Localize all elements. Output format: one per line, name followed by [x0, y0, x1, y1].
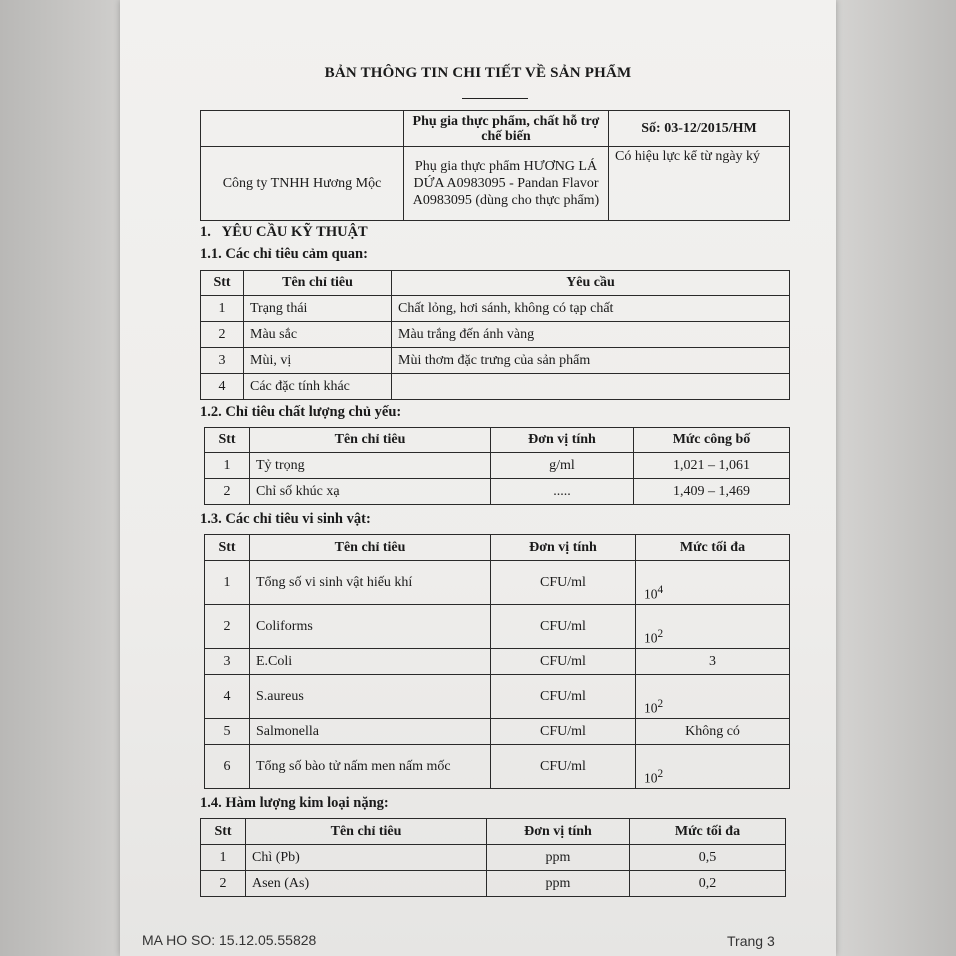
micro-max-exponent: 2	[657, 627, 664, 640]
header-validity: Có hiệu lực kể từ ngày ký	[609, 147, 790, 221]
quality-unit: g/ml	[491, 453, 634, 479]
table-row	[205, 719, 790, 745]
micro-stt: 1	[205, 561, 250, 605]
quality-name: Chỉ số khúc xạ	[250, 479, 491, 505]
micro-max-exponent: 4	[657, 583, 664, 596]
section-1-3-heading: 1.3. Các chỉ tiêu vi sinh vật:	[200, 511, 371, 527]
sensory-stt: 1	[201, 296, 244, 322]
micro-max-base: 10	[644, 586, 658, 601]
section-1-number: 1.	[200, 224, 211, 240]
micro-unit: CFU/ml	[491, 605, 636, 649]
micro-max-value	[644, 768, 663, 787]
quality-header-name: Tên chỉ tiêu	[250, 428, 491, 453]
micro-max-base: 10	[644, 770, 658, 785]
micro-max	[636, 745, 790, 789]
table-row	[201, 374, 790, 400]
micro-name: E.Coli	[250, 649, 491, 675]
header-company: Công ty TNHH Hương Mộc	[201, 147, 404, 221]
table-row	[205, 479, 790, 505]
sensory-name: Trạng thái	[244, 296, 392, 322]
table-row	[201, 296, 790, 322]
metals-unit: ppm	[487, 871, 630, 897]
metals-header-stt: Stt	[201, 819, 246, 845]
quality-header-unit: Đơn vị tính	[491, 428, 634, 453]
micro-name: S.aureus	[250, 675, 491, 719]
sensory-stt: 2	[201, 322, 244, 348]
sensory-stt: 3	[201, 348, 244, 374]
micro-max-base: 10	[644, 700, 658, 715]
header-empty-cell	[201, 111, 404, 147]
quality-stt: 2	[205, 479, 250, 505]
sensory-stt: 4	[201, 374, 244, 400]
background-left	[0, 0, 120, 956]
header-table	[200, 110, 790, 221]
table-row	[201, 871, 786, 897]
micro-header-unit: Đơn vị tính	[491, 535, 636, 561]
header-product: Phụ gia thực phẩm HƯƠNG LÁ DỨA A0983095 - Pandan Flavor A0983095 (dùng cho thực phẩm)	[404, 147, 609, 221]
micro-stt: 2	[205, 605, 250, 649]
metals-max: 0,5	[630, 845, 786, 871]
title-underline	[462, 98, 528, 99]
microbiology-table	[204, 534, 790, 789]
micro-name: Tổng số bào tử nấm men nấm mốc	[250, 745, 491, 789]
quality-header-value: Mức công bố	[634, 428, 790, 453]
table-row	[205, 675, 790, 719]
quality-stt: 1	[205, 453, 250, 479]
metals-stt: 2	[201, 871, 246, 897]
table-row	[201, 845, 786, 871]
quality-value: 1,409 – 1,469	[634, 479, 790, 505]
micro-max: Không có	[636, 719, 790, 745]
micro-max	[636, 561, 790, 605]
metals-unit: ppm	[487, 845, 630, 871]
micro-max-base: 10	[644, 630, 658, 645]
metals-name: Chì (Pb)	[246, 845, 487, 871]
micro-unit: CFU/ml	[491, 745, 636, 789]
micro-max	[636, 605, 790, 649]
sensory-header-stt: Stt	[201, 271, 244, 296]
sensory-requirement: Chất lỏng, hơi sánh, không có tạp chất	[392, 296, 790, 322]
micro-max: 3	[636, 649, 790, 675]
micro-header-max: Mức tối đa	[636, 535, 790, 561]
sensory-table	[200, 270, 790, 400]
table-row	[205, 649, 790, 675]
metals-name: Asen (As)	[246, 871, 487, 897]
micro-name: Coliforms	[250, 605, 491, 649]
section-1-4-heading: 1.4. Hàm lượng kim loại nặng:	[200, 795, 389, 811]
micro-unit: CFU/ml	[491, 561, 636, 605]
table-row	[205, 561, 790, 605]
sensory-name: Các đặc tính khác	[244, 374, 392, 400]
quality-table	[204, 427, 790, 505]
metals-header-name: Tên chỉ tiêu	[246, 819, 487, 845]
quality-header-stt: Stt	[205, 428, 250, 453]
micro-unit: CFU/ml	[491, 719, 636, 745]
table-row	[201, 322, 790, 348]
micro-unit: CFU/ml	[491, 649, 636, 675]
background-right	[836, 0, 956, 956]
table-row	[205, 605, 790, 649]
metals-stt: 1	[201, 845, 246, 871]
metals-header-max: Mức tối đa	[630, 819, 786, 845]
micro-name: Tổng số vi sinh vật hiếu khí	[250, 561, 491, 605]
micro-max-exponent: 2	[657, 697, 664, 710]
micro-max-value	[644, 698, 663, 717]
micro-header-name: Tên chỉ tiêu	[250, 535, 491, 561]
micro-max-exponent: 2	[657, 767, 664, 780]
sensory-header-requirement: Yêu cầu	[392, 271, 790, 296]
header-category: Phụ gia thực phẩm, chất hỗ trợ chế biến	[404, 111, 609, 147]
sensory-requirement: Màu trắng đến ánh vàng	[392, 322, 790, 348]
sensory-requirement: Mùi thơm đặc trưng của sản phẩm	[392, 348, 790, 374]
micro-max-value	[644, 584, 663, 603]
table-row	[201, 348, 790, 374]
quality-unit: .....	[491, 479, 634, 505]
sensory-requirement	[392, 374, 790, 400]
sensory-header-name: Tên chỉ tiêu	[244, 271, 392, 296]
micro-name: Salmonella	[250, 719, 491, 745]
section-1-title: YÊU CẦU KỸ THUẬT	[221, 224, 368, 240]
metals-max: 0,2	[630, 871, 786, 897]
document-page	[120, 0, 836, 956]
sensory-name: Mùi, vị	[244, 348, 392, 374]
micro-stt: 3	[205, 649, 250, 675]
micro-max	[636, 675, 790, 719]
table-row	[205, 745, 790, 789]
footer-page-number: Trang 3	[727, 933, 775, 949]
micro-header-stt: Stt	[205, 535, 250, 561]
micro-stt: 5	[205, 719, 250, 745]
section-1-2-heading: 1.2. Chỉ tiêu chất lượng chủ yếu:	[200, 404, 402, 420]
document-title: BẢN THÔNG TIN CHI TIẾT VỀ SẢN PHẨM	[324, 65, 632, 81]
sensory-name: Màu sắc	[244, 322, 392, 348]
micro-unit: CFU/ml	[491, 675, 636, 719]
metals-header-unit: Đơn vị tính	[487, 819, 630, 845]
table-row	[205, 453, 790, 479]
header-number: Số: 03-12/2015/HM	[609, 111, 790, 147]
section-1-heading	[200, 224, 368, 241]
quality-value: 1,021 – 1,061	[634, 453, 790, 479]
footer-file-number: MA HO SO: 15.12.05.55828	[142, 932, 317, 948]
heavy-metals-table	[200, 818, 786, 897]
micro-max-value	[644, 628, 663, 647]
section-1-1-heading: 1.1. Các chỉ tiêu cảm quan:	[200, 246, 368, 262]
micro-stt: 6	[205, 745, 250, 789]
quality-name: Tỷ trọng	[250, 453, 491, 479]
micro-stt: 4	[205, 675, 250, 719]
